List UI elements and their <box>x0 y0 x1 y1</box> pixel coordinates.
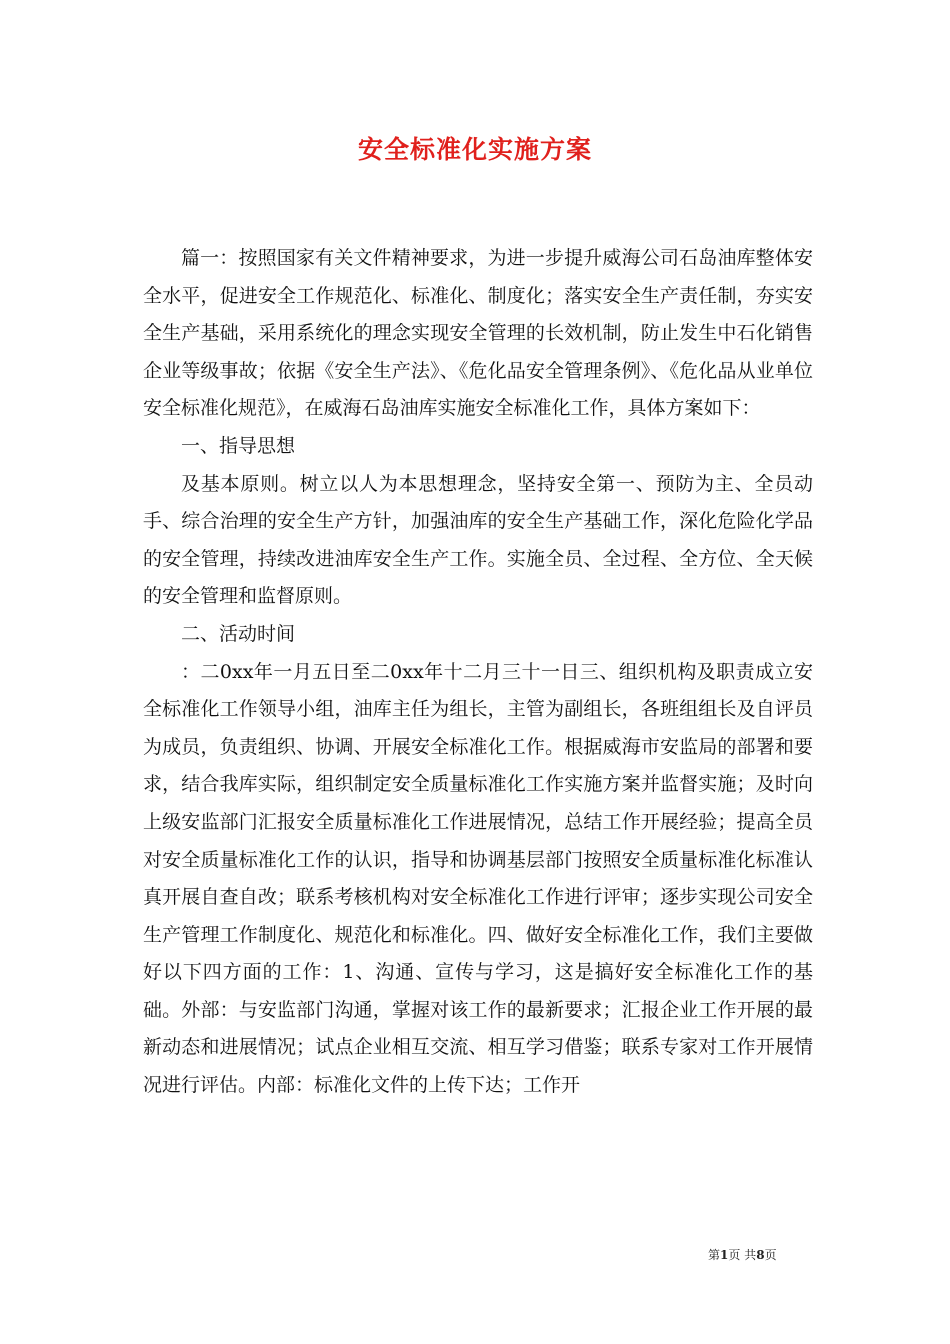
section-heading-guiding-thought: 一、指导思想 <box>181 434 296 457</box>
footer-middle: 页 共 <box>728 1248 757 1262</box>
page-number-footer <box>708 1246 777 1263</box>
document-title: 安全标准化实施方案 <box>357 135 592 164</box>
paragraph-schedule-organization: ：二0xx年一月五日至二0xx年十二月三十一日三、组织机构及职责成立安全标准化工作领导小组，油库主任为组长，主管为副组长，各班组组长及自评员为成员，负责组织、协调、开展安全标准化工作。根据威海市安监局的部署和要求，结合我库实际，组织制定安全质量标准化工作实施方案并监督实施；及时向上级安监部门汇报安全质量标准化工作进展情况，总结工作开展经验；提高全员对安全质量标准化工作的认识，指导和协调基层部门按照安全质量标准化标准认真开展自查自改；联系考核机构对安全标准化工作进行评审；逐步实现公司安全生产管理工作制度化、规范化和标准化。四、做好安全标准化工作，我们主要做好以下四方面的工作：1、沟通、宣传与学习，这是搞好安全标准化工作的基础。外部：与安监部门沟通，掌握对该工作的最新要求；汇报企业工作开展的最新动态和进展情况；试点企业相互交流、相互学习借鉴；联系专家对工作开展情况进行评估。内部：标准化文件的上传下达；工作开 <box>143 660 813 1097</box>
paragraph-principles: 及基本原则。树立以人为本思想理念，坚持安全第一、预防为主、全员动手、综合治理的安全生产方针，加强油库的安全生产基础工作，深化危险化学品的安全管理，持续改进油库安全生产工作。实施全员、全过程、全方位、全天候的安全管理和监督原则。 <box>143 472 813 608</box>
footer-prefix: 第 <box>708 1248 721 1262</box>
section-heading-activity-time: 二、活动时间 <box>181 622 296 645</box>
total-page-count: 8 <box>756 1248 765 1262</box>
current-page-number: 1 <box>720 1248 729 1262</box>
document-body <box>143 240 813 1105</box>
footer-suffix: 页 <box>764 1248 777 1262</box>
paragraph-intro: 篇一：按照国家有关文件精神要求，为进一步提升威海公司石岛油库整体安全水平，促进安全工作规范化、标准化、制度化；落实安全生产责任制，夯实安全生产基础，采用系统化的理念实现安全管理的长效机制，防止发生中石化销售企业等级事故；依据《安全生产法》、《危化品安全管理条例》、《危化品从业单位安全标准化规范》，在威海石岛油库实施安全标准化工作，具体方案如下： <box>143 247 813 420</box>
